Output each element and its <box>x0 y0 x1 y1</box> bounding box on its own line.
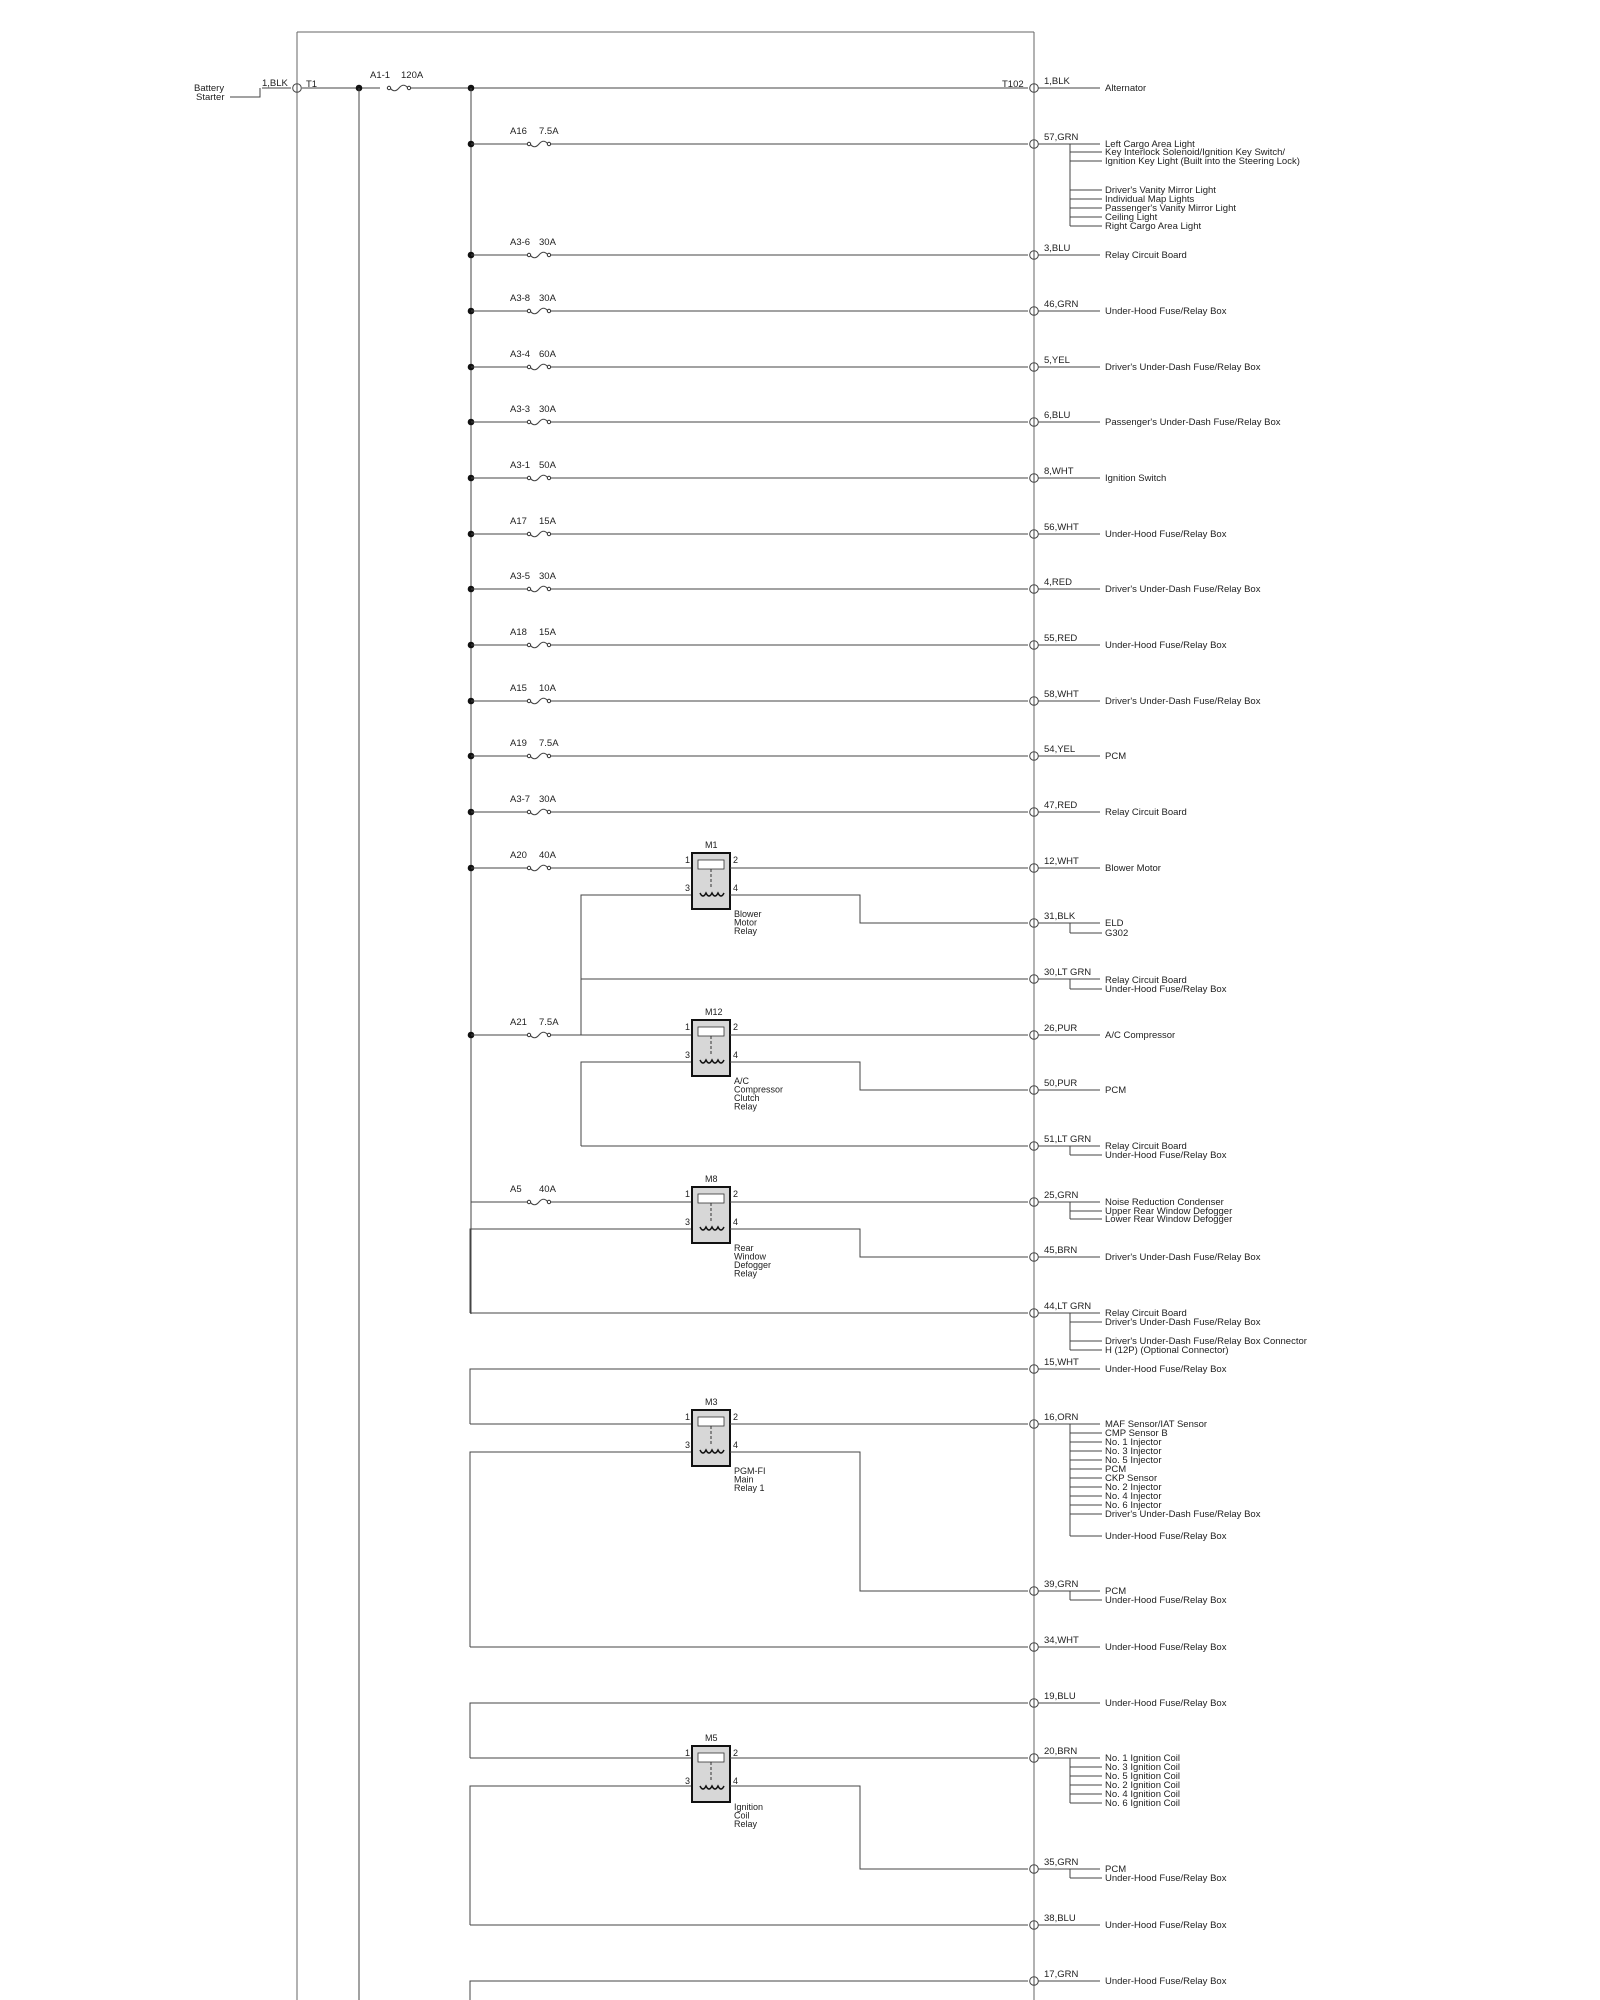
destination-label: Passenger's Vanity Mirror Light <box>1105 203 1236 214</box>
destination-label: Driver's Under-Dash Fuse/Relay Box <box>1105 584 1261 595</box>
relay-pin: 2 <box>733 1412 739 1422</box>
destination-label: Ceiling Light <box>1105 212 1158 223</box>
fuse-symbol <box>530 1032 548 1038</box>
relay-id: M3 <box>705 1397 718 1407</box>
relay-id: M1 <box>705 840 718 850</box>
relay-contact <box>698 1194 724 1203</box>
fuse-end <box>527 142 530 145</box>
connector-terminal <box>1030 697 1039 706</box>
relay-id: M12 <box>705 1007 723 1017</box>
wire-label: 50,PUR <box>1044 1078 1078 1089</box>
destination-label: No. 6 Ignition Coil <box>1105 1798 1180 1809</box>
destination-label: A/C Compressor <box>1105 1030 1176 1041</box>
destination-label: No. 1 Injector <box>1105 1437 1162 1448</box>
destination-label: MAF Sensor/IAT Sensor <box>1105 1419 1208 1430</box>
destination-label: Driver's Under-Dash Fuse/Relay Box <box>1105 1509 1261 1520</box>
connector-terminal <box>1030 1031 1039 1040</box>
destination-label: No. 4 Injector <box>1105 1491 1162 1502</box>
destination-label: PCM <box>1105 1864 1127 1875</box>
destination-label: Alternator <box>1105 83 1147 94</box>
destination-label: Under-Hood Fuse/Relay Box <box>1105 1642 1227 1653</box>
destination-label: Passenger's Under-Dash Fuse/Relay Box <box>1105 417 1281 428</box>
coil-output <box>730 1452 1028 1591</box>
wire-label: 3,BLU <box>1044 243 1071 254</box>
destination-label: Under-Hood Fuse/Relay Box <box>1105 529 1227 540</box>
destination-label: No. 5 Ignition Coil <box>1105 1771 1180 1782</box>
wire-label: 46,GRN <box>1044 299 1079 310</box>
destination-label: Ignition Switch <box>1105 473 1167 484</box>
fuse-id: A20 <box>510 850 527 861</box>
fuse-id: A3-6 <box>510 237 531 248</box>
fuse-rating: 7.5A <box>539 1017 559 1028</box>
destination-label: H (12P) (Optional Connector) <box>1105 1345 1229 1356</box>
destination-label: Under-Hood Fuse/Relay Box <box>1105 1595 1227 1606</box>
destination-label: Under-Hood Fuse/Relay Box <box>1105 1531 1227 1542</box>
relay-name: Ignition <box>734 1802 764 1812</box>
wire-label: 35,GRN <box>1044 1857 1079 1868</box>
relay-pin: 4 <box>733 1440 739 1450</box>
fuse-id: A3-8 <box>510 293 531 304</box>
fuse-end <box>527 309 530 312</box>
relay <box>692 1187 730 1243</box>
destination-label: No. 4 Ignition Coil <box>1105 1789 1180 1800</box>
relay-pin: 2 <box>733 1022 739 1032</box>
relay-pin: 1 <box>685 1412 691 1422</box>
connector-terminal <box>1030 1699 1039 1708</box>
connector-terminal <box>1030 1865 1039 1874</box>
relay-name: Relay <box>734 926 758 936</box>
wire-label: 17,GRN <box>1044 1969 1079 1980</box>
relay-name: Main <box>734 1474 754 1485</box>
relay-name: Defogger <box>734 1260 772 1270</box>
source-wire-label: 1,BLK <box>262 78 288 89</box>
fuse-end <box>527 699 530 702</box>
fuse-id: A5 <box>510 1184 522 1195</box>
connector-terminal <box>1030 1198 1039 1207</box>
fuse-rating: 30A <box>539 404 556 415</box>
terminal-label: T1 <box>306 79 318 90</box>
wire-label: 56,WHT <box>1044 522 1079 533</box>
destination-label: Under-Hood Fuse/Relay Box <box>1105 1150 1227 1161</box>
relay-pin: 3 <box>685 1776 691 1786</box>
connector-terminal <box>1030 1253 1039 1262</box>
relay <box>692 1746 730 1802</box>
relay-wire <box>470 1369 1028 1424</box>
relay-name: PGM-FI <box>734 1466 766 1476</box>
relay-pin: 3 <box>685 883 691 893</box>
wire-label: 19,BLU <box>1044 1691 1076 1702</box>
destination-label: Key Interlock Solenoid/Ignition Key Switch/ <box>1105 147 1286 158</box>
fuse-symbol <box>530 698 548 704</box>
source-label: Starter <box>196 92 225 103</box>
fuse-rating: 40A <box>539 850 556 861</box>
destination-label: Under-Hood Fuse/Relay Box <box>1105 640 1227 651</box>
destination-label: Driver's Under-Dash Fuse/Relay Box <box>1105 696 1261 707</box>
fuse-symbol <box>390 85 408 91</box>
wire-label: 30,LT GRN <box>1044 967 1092 978</box>
wire-label: 58,WHT <box>1044 689 1079 700</box>
fuse-end <box>527 810 530 813</box>
relay-name: Relay <box>734 1268 758 1279</box>
relay-id: M8 <box>705 1174 718 1184</box>
relay-pin: 2 <box>733 1189 739 1199</box>
connector-terminal <box>1030 864 1039 873</box>
fuse-symbol <box>530 252 548 258</box>
relay-name: Compressor <box>734 1084 784 1095</box>
fuse-rating: 7.5A <box>539 126 559 137</box>
fuse-end <box>527 253 530 256</box>
relay-pin: 3 <box>685 1217 691 1227</box>
destination-label: Driver's Under-Dash Fuse/Relay Box <box>1105 1252 1261 1263</box>
relay-name: A/C <box>734 1076 750 1086</box>
destination-label: Ignition Key Light (Built into the Steering Lock) <box>1105 156 1300 167</box>
fuse-id: A15 <box>510 683 527 694</box>
destination-label: Under-Hood Fuse/Relay Box <box>1105 984 1227 995</box>
connector-terminal <box>1030 251 1039 260</box>
fuse-symbol <box>530 475 548 481</box>
connector-terminal <box>293 84 302 93</box>
relay-pin: 4 <box>733 1776 739 1786</box>
fuse-id: A16 <box>510 126 527 137</box>
relay <box>692 1020 730 1076</box>
wire-label: 8,WHT <box>1044 466 1074 477</box>
destination-label: No. 2 Ignition Coil <box>1105 1780 1180 1791</box>
connector-terminal <box>1030 975 1039 984</box>
destination-label: Noise Reduction Condenser <box>1105 1197 1224 1208</box>
wire-label: 5,YEL <box>1044 355 1070 366</box>
wire-label: 51,LT GRN <box>1044 1134 1092 1145</box>
relay-pin: 2 <box>733 855 739 865</box>
fuse-end <box>527 866 530 869</box>
coil-output <box>730 1786 1028 1869</box>
connector-terminal <box>1030 84 1039 93</box>
fuse-rating: 30A <box>539 237 556 248</box>
relay-contact <box>698 1417 724 1426</box>
wire-label: 39,GRN <box>1044 1579 1079 1590</box>
fuse-rating: 30A <box>539 293 556 304</box>
relay-name: Clutch <box>734 1093 760 1103</box>
fuse-id: A18 <box>510 627 527 638</box>
coil-feed <box>470 1229 691 1313</box>
connector-terminal <box>1030 1643 1039 1652</box>
connector-terminal <box>1030 140 1039 149</box>
relay-pin: 3 <box>685 1050 691 1060</box>
connector-terminal <box>1030 919 1039 928</box>
coil-output <box>730 895 1028 923</box>
destination-label: PCM <box>1105 751 1127 762</box>
destination-label: Relay Circuit Board <box>1105 250 1187 261</box>
destination-label: Right Cargo Area Light <box>1105 221 1202 232</box>
destination-label: Relay Circuit Board <box>1105 975 1187 986</box>
destination-label: Under-Hood Fuse/Relay Box <box>1105 306 1227 317</box>
fuse-rating: 15A <box>539 627 556 638</box>
relay-contact <box>698 1753 724 1762</box>
wire-label: 4,RED <box>1044 577 1072 588</box>
destination-label: PCM <box>1105 1464 1127 1475</box>
relay-wire <box>470 1703 1028 1758</box>
fuse-end <box>527 643 530 646</box>
fuse-end <box>527 754 530 757</box>
fuse-end <box>387 86 390 89</box>
destination-label: Driver's Under-Dash Fuse/Relay Box Connector <box>1105 1336 1307 1347</box>
relay-pin: 2 <box>733 1748 739 1758</box>
relay-name: Window <box>734 1251 767 1262</box>
relay-contact <box>698 860 724 869</box>
relay-name: Rear <box>734 1243 754 1253</box>
connector-terminal <box>1030 1365 1039 1374</box>
connector-terminal <box>1030 1309 1039 1318</box>
destination-label: Under-Hood Fuse/Relay Box <box>1105 1698 1227 1709</box>
coil-feed <box>470 1452 691 1647</box>
relay-pin: 4 <box>733 883 739 893</box>
main-fuse-rating: 120A <box>401 70 424 81</box>
destination-label: Driver's Under-Dash Fuse/Relay Box <box>1105 362 1261 373</box>
destination-label: Under-Hood Fuse/Relay Box <box>1105 1873 1227 1884</box>
wire-label: 54,YEL <box>1044 744 1076 755</box>
connector-terminal <box>1030 1921 1039 1930</box>
destination-label: Lower Rear Window Defogger <box>1105 1214 1233 1225</box>
connector-terminal <box>1030 474 1039 483</box>
destination-label: Relay Circuit Board <box>1105 1141 1187 1152</box>
connector-terminal <box>1030 1587 1039 1596</box>
fuse-symbol <box>530 1199 548 1205</box>
coil-feed <box>581 895 691 1035</box>
connector-terminal <box>1030 1420 1039 1429</box>
fuse-rating: 50A <box>539 460 556 471</box>
destination-label: No. 5 Injector <box>1105 1455 1162 1466</box>
wire-label: 45,BRN <box>1044 1245 1078 1256</box>
fuse-symbol <box>530 308 548 314</box>
fuse-rating: 40A <box>539 1184 556 1195</box>
fuse-symbol <box>530 531 548 537</box>
destination-label: Driver's Vanity Mirror Light <box>1105 185 1216 196</box>
wire-label: 12,WHT <box>1044 856 1079 867</box>
fuse-symbol <box>530 364 548 370</box>
fuse-rating: 30A <box>539 794 556 805</box>
connector-terminal <box>1030 1142 1039 1151</box>
destination-label: No. 6 Injector <box>1105 1500 1162 1511</box>
fuse-symbol <box>530 586 548 592</box>
wire-label: 34,WHT <box>1044 1635 1079 1646</box>
fuse-rating: 30A <box>539 571 556 582</box>
fuse-rating: 15A <box>539 516 556 527</box>
destination-label: No. 2 Injector <box>1105 1482 1162 1493</box>
relay-name: Relay <box>734 1101 758 1112</box>
destination-label: Driver's Under-Dash Fuse/Relay Box <box>1105 1317 1261 1328</box>
fuse-id: A3-5 <box>510 571 531 582</box>
wire-label: 26,PUR <box>1044 1023 1078 1034</box>
fuse-rating: 7.5A <box>539 738 559 749</box>
fuse-rating: 10A <box>539 683 556 694</box>
destination-label: Under-Hood Fuse/Relay Box <box>1105 1920 1227 1931</box>
connector-terminal <box>1030 1977 1039 1986</box>
fuse-id: A3-3 <box>510 404 531 415</box>
wire-label: 31,BLK <box>1044 911 1076 922</box>
relay-name: Blower <box>734 909 762 919</box>
destination-label: No. 3 Ignition Coil <box>1105 1762 1180 1773</box>
connector-terminal <box>1030 418 1039 427</box>
wire-label: 16,ORN <box>1044 1412 1079 1423</box>
fuse-id: A3-4 <box>510 349 531 360</box>
fuse-id: A19 <box>510 738 527 749</box>
wire-label: 38,BLU <box>1044 1913 1076 1924</box>
relay-pin: 1 <box>685 855 691 865</box>
relay-contact <box>698 1027 724 1036</box>
fuse-id: A17 <box>510 516 527 527</box>
fuse-symbol <box>530 419 548 425</box>
wire-label: 15,WHT <box>1044 1357 1079 1368</box>
destination-label: Individual Map Lights <box>1105 194 1195 205</box>
relay-pin: 4 <box>733 1050 739 1060</box>
connector-terminal <box>1030 585 1039 594</box>
box-terminal-label: T102 <box>1002 79 1024 90</box>
connector-terminal <box>1030 1086 1039 1095</box>
fuse-end <box>527 587 530 590</box>
destination-label: Left Cargo Area Light <box>1105 139 1195 150</box>
source-label: Battery <box>194 83 225 94</box>
fuse-end <box>527 420 530 423</box>
relay <box>692 853 730 909</box>
destination-label: Relay Circuit Board <box>1105 807 1187 818</box>
destination-label: No. 3 Injector <box>1105 1446 1162 1457</box>
fuse-symbol <box>530 141 548 147</box>
relay-pin: 1 <box>685 1748 691 1758</box>
connector-terminal <box>1030 641 1039 650</box>
relay-name: Relay 1 <box>734 1483 765 1493</box>
relay-name: Relay <box>734 1819 758 1829</box>
source-leader <box>230 88 260 97</box>
fuse-id: A3-7 <box>510 794 531 805</box>
destination-label: Blower Motor <box>1105 863 1161 874</box>
destination-label: G302 <box>1105 928 1129 939</box>
fuse-symbol <box>530 809 548 815</box>
fuse-id: A21 <box>510 1017 527 1028</box>
relay-name: Coil <box>734 1810 750 1821</box>
wire-label: 1,BLK <box>1044 76 1070 87</box>
wire-label: 20,BRN <box>1044 1746 1078 1757</box>
destination-label: ELD <box>1105 918 1124 929</box>
connector-terminal <box>1030 1754 1039 1763</box>
wire-label: 47,RED <box>1044 800 1078 811</box>
wire-label: 57,GRN <box>1044 132 1079 143</box>
relay-pin: 1 <box>685 1022 691 1032</box>
destination-label: PCM <box>1105 1586 1127 1597</box>
fuse-end <box>527 1033 530 1036</box>
fuse-end <box>527 532 530 535</box>
wire-label: 25,GRN <box>1044 1190 1079 1201</box>
relay-wire <box>470 1981 1028 2000</box>
destination-label: Under-Hood Fuse/Relay Box <box>1105 1976 1227 1987</box>
wire-label: 55,RED <box>1044 633 1078 644</box>
connector-terminal <box>1030 363 1039 372</box>
connector-terminal <box>1030 808 1039 817</box>
relay-pin: 4 <box>733 1217 739 1227</box>
destination-label: Upper Rear Window Defogger <box>1105 1206 1233 1217</box>
relay-pin: 3 <box>685 1440 691 1450</box>
fuse-end <box>527 1200 530 1203</box>
wire-label: 44,LT GRN <box>1044 1301 1092 1312</box>
fuse-rating: 60A <box>539 349 556 360</box>
connector-terminal <box>1030 530 1039 539</box>
destination-label: No. 1 Ignition Coil <box>1105 1753 1180 1764</box>
relay-name: Motor <box>734 917 758 928</box>
coil-feed <box>581 1062 691 1146</box>
coil-feed <box>470 1786 691 1925</box>
destination-label: CKP Sensor <box>1105 1473 1158 1484</box>
fuse-id: A3-1 <box>510 460 531 471</box>
relay-id: M5 <box>705 1733 718 1743</box>
fuse-symbol <box>530 642 548 648</box>
destination-label: Under-Hood Fuse/Relay Box <box>1105 1364 1227 1375</box>
main-fuse-id: A1-1 <box>370 70 391 81</box>
relay-pin: 1 <box>685 1189 691 1199</box>
fuse-end <box>527 365 530 368</box>
connector-terminal <box>1030 307 1039 316</box>
coil-output <box>730 1229 1028 1257</box>
destination-label: PCM <box>1105 1085 1127 1096</box>
fuse-symbol <box>530 753 548 759</box>
destination-label: Relay Circuit Board <box>1105 1308 1187 1319</box>
relay <box>692 1410 730 1466</box>
wire-label: 6,BLU <box>1044 410 1071 421</box>
destination-label: CMP Sensor B <box>1105 1428 1168 1439</box>
fuse-end <box>527 476 530 479</box>
fuse-symbol <box>530 865 548 871</box>
connector-terminal <box>1030 752 1039 761</box>
